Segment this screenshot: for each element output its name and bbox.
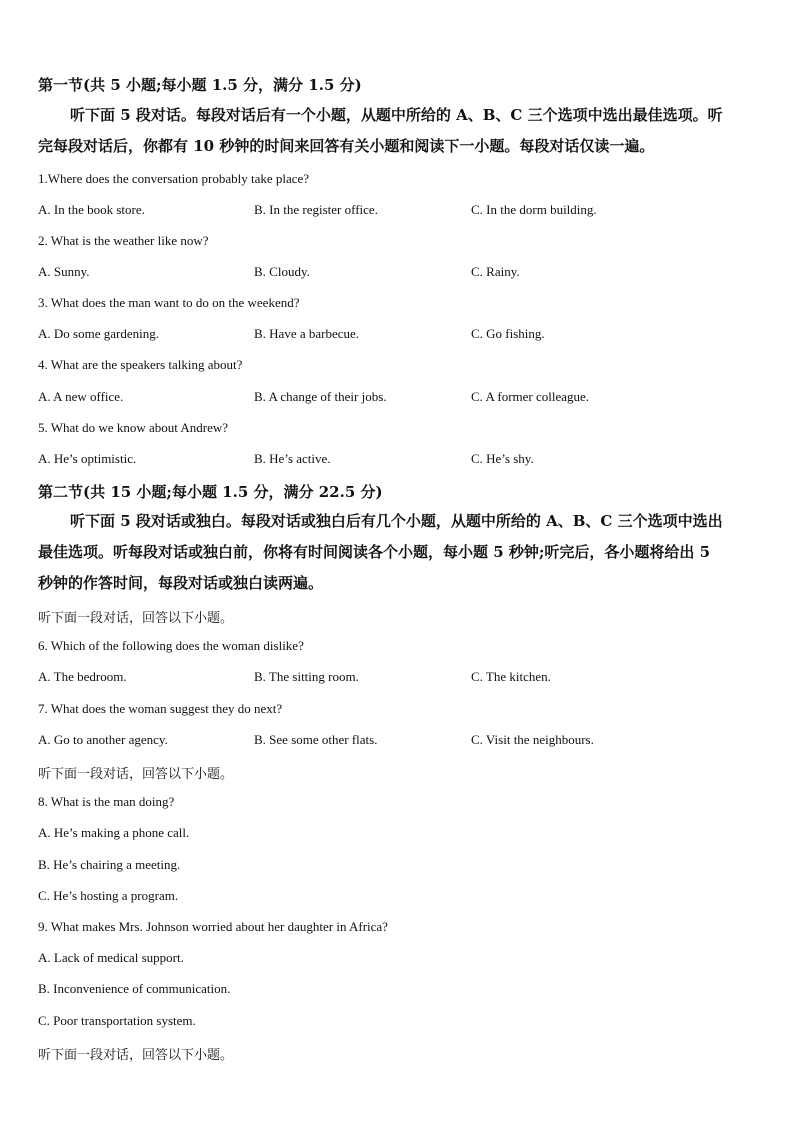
q9-option-c: C. Poor transportation system.: [38, 1013, 196, 1028]
listening-note: 听下面一段对话，回答以下小题。: [38, 767, 234, 782]
q7-option-b: B. See some other flats.: [254, 732, 378, 747]
q6-option-a: A. The bedroom.: [38, 669, 127, 684]
instruction-line: 听下面 5 段对话。每段对话后有一个小题，从题中所给的 A、B、C 三个选项中选出最佳选项。听: [70, 106, 723, 124]
question-1: 1.Where does the conversation probably take place?: [38, 171, 310, 186]
question-8: 8. What is the man doing?: [38, 794, 175, 809]
question-9: 9. What makes Mrs. Johnson worried about her daughter in Africa?: [38, 919, 388, 934]
q5-option-c: C. He’s shy.: [471, 451, 534, 466]
q2-option-a: A. Sunny.: [38, 264, 90, 279]
q9-option-a: A. Lack of medical support.: [38, 950, 184, 965]
section-2-heading: 第二节(共 15 小题;每小题 1.5 分，满分 22.5 分): [38, 483, 383, 501]
q3-option-b: B. Have a barbecue.: [254, 326, 360, 341]
question-4: 4. What are the speakers talking about?: [38, 357, 243, 372]
instruction-line: 最佳选项。听每段对话或独白前，你将有时间阅读各个小题，每小题 5 秒钟;听完后，各小题将给出 5: [38, 543, 711, 561]
q5-option-b: B. He’s active.: [254, 451, 331, 466]
instruction-line: 完每段对话后，你都有 10 秒钟的时间来回答有关小题和阅读下一小题。每段对话仅读一遍。: [38, 137, 655, 155]
q8-option-b: B. He’s chairing a meeting.: [38, 857, 181, 872]
q6-option-b: B. The sitting room.: [254, 669, 359, 684]
q4-option-c: C. A former colleague.: [471, 389, 590, 404]
section-2-instructions: [38, 506, 756, 599]
q1-option-a: A. In the book store.: [38, 202, 145, 217]
q3-option-a: A. Do some gardening.: [38, 326, 159, 341]
question-6: 6. Which of the following does the woman dislike?: [38, 638, 304, 653]
q6-option-c: C. The kitchen.: [471, 669, 551, 684]
question-3: 3. What does the man want to do on the weekend?: [38, 295, 300, 310]
q9-option-b: B. Inconvenience of communication.: [38, 981, 231, 996]
q7-option-c: C. Visit the neighbours.: [471, 732, 594, 747]
q1-option-b: B. In the register office.: [254, 202, 378, 217]
listening-note: 听下面一段对话，回答以下小题。: [38, 1048, 234, 1063]
listening-note: 听下面一段对话，回答以下小题。: [38, 611, 234, 626]
section-1-heading: 第一节(共 5 小题;每小题 1.5 分，满分 1.5 分): [38, 76, 362, 94]
instruction-line: 听下面 5 段对话或独白。每段对话或独白后有几个小题，从题中所给的 A、B、C 三个选项中选出: [70, 512, 723, 530]
q8-option-a: A. He’s making a phone call.: [38, 825, 190, 840]
q3-option-c: C. Go fishing.: [471, 326, 545, 341]
q4-option-b: B. A change of their jobs.: [254, 389, 387, 404]
q7-option-a: A. Go to another agency.: [38, 732, 168, 747]
question-2: 2. What is the weather like now?: [38, 233, 209, 248]
q2-option-b: B. Cloudy.: [254, 264, 310, 279]
q1-option-c: C. In the dorm building.: [471, 202, 597, 217]
section-1-instructions: [38, 100, 756, 162]
q8-option-c: C. He’s hosting a program.: [38, 888, 179, 903]
q2-option-c: C. Rainy.: [471, 264, 520, 279]
q4-option-a: A. A new office.: [38, 389, 124, 404]
question-5: 5. What do we know about Andrew?: [38, 420, 229, 435]
instruction-line: 秒钟的作答时间，每段对话或独白读两遍。: [38, 574, 324, 592]
question-7: 7. What does the woman suggest they do next?: [38, 701, 283, 716]
q5-option-a: A. He’s optimistic.: [38, 451, 137, 466]
